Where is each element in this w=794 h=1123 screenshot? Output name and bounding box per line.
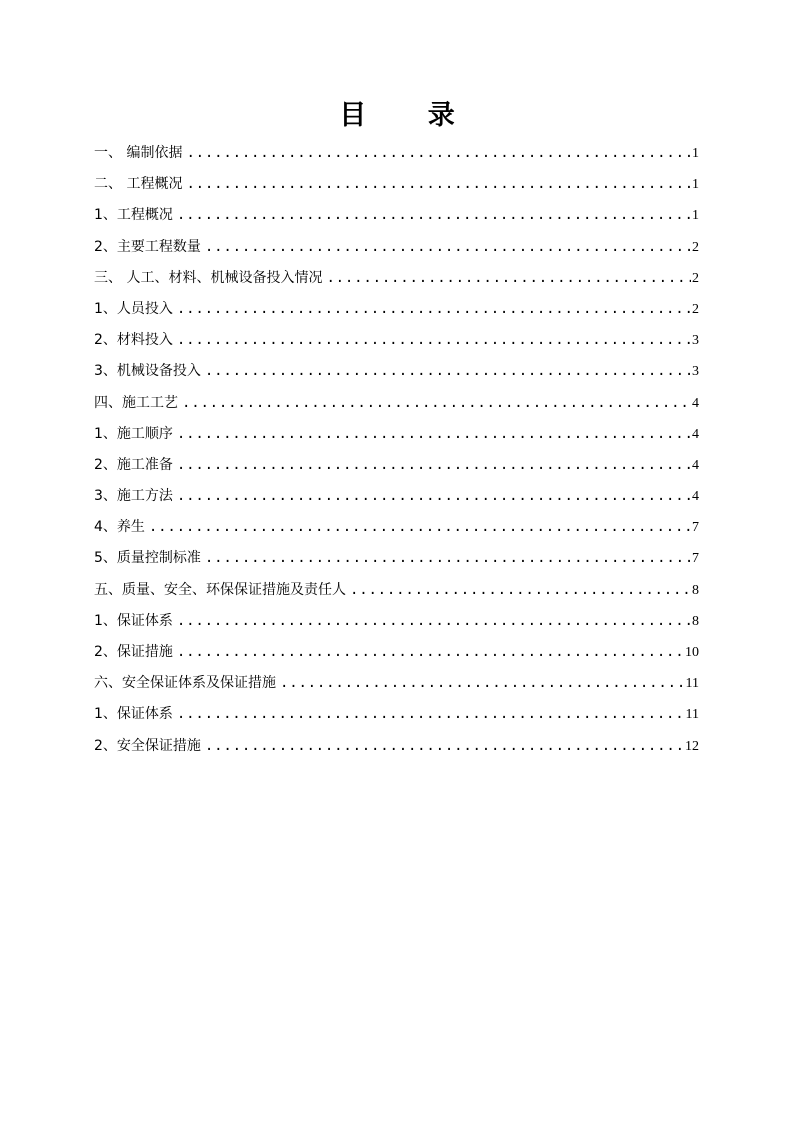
toc-entry[interactable] [94, 325, 699, 356]
toc-entry-page: 7 [692, 551, 699, 567]
toc-entry-label: 二、 工程概况 [94, 176, 183, 193]
toc-entry[interactable] [94, 481, 699, 512]
toc-entry-page: 2 [692, 270, 699, 286]
toc-entry[interactable] [94, 637, 699, 668]
toc-dot-leader [177, 699, 685, 730]
toc-entry[interactable] [94, 699, 699, 730]
toc-dot-leader [205, 543, 691, 574]
toc-dot-leader [177, 606, 691, 637]
toc-dot-leader [205, 731, 684, 762]
toc-dot-leader [186, 138, 691, 169]
toc-entry-page: 11 [685, 676, 699, 692]
toc-dot-leader [177, 200, 691, 231]
toc-entry-page: 4 [692, 489, 699, 505]
toc-entry[interactable] [94, 356, 699, 387]
toc-entry[interactable] [94, 138, 699, 169]
toc-entry[interactable] [94, 731, 699, 762]
toc-entry-label: 1、保证体系 [94, 612, 173, 629]
toc-dot-leader [177, 450, 691, 481]
toc-entry-page: 3 [692, 333, 699, 349]
toc-list [94, 138, 699, 762]
toc-entry-label: 2、安全保证措施 [94, 737, 201, 754]
toc-entry[interactable] [94, 668, 699, 699]
toc-entry-label: 3、机械设备投入 [94, 363, 201, 380]
toc-dot-leader [205, 232, 691, 263]
toc-entry[interactable] [94, 388, 699, 419]
toc-entry-label: 2、保证措施 [94, 644, 173, 660]
toc-dot-leader [186, 169, 691, 200]
toc-entry-page: 2 [692, 239, 699, 255]
toc-entry-page: 3 [692, 364, 699, 380]
toc-entry-page: 1 [692, 208, 699, 224]
toc-dot-leader [177, 294, 691, 325]
toc-dot-leader [280, 668, 685, 699]
toc-entry[interactable] [94, 232, 699, 263]
toc-dot-leader [177, 481, 691, 512]
toc-entry-page: 1 [692, 177, 699, 193]
toc-entry-label: 2、材料投入 [94, 332, 173, 349]
toc-entry-label: 3、施工方法 [94, 488, 173, 505]
toc-entry[interactable] [94, 450, 699, 481]
toc-entry-label: 1、施工顺序 [94, 425, 173, 442]
toc-entry-label: 5、质量控制标准 [94, 550, 201, 567]
toc-entry-page: 2 [692, 301, 699, 317]
toc-dot-leader [177, 419, 691, 450]
toc-entry-page: 1 [692, 146, 699, 161]
toc-entry[interactable] [94, 200, 699, 231]
toc-entry-page: 4 [692, 426, 699, 442]
toc-entry-label: 1、人员投入 [94, 300, 173, 317]
toc-entry-label: 六、安全保证体系及保证措施 [94, 675, 276, 692]
toc-entry[interactable] [94, 169, 699, 200]
toc-entry-page: 8 [692, 613, 699, 629]
toc-entry-label: 2、主要工程数量 [94, 238, 201, 255]
toc-entry-page: 12 [685, 738, 699, 754]
toc-entry-label: 4、养生 [94, 519, 145, 536]
toc-entry-label: 1、工程概况 [94, 207, 173, 224]
toc-entry[interactable] [94, 419, 699, 450]
toc-dot-leader [177, 325, 691, 356]
toc-dot-leader [177, 637, 684, 668]
toc-dot-leader [205, 356, 691, 387]
toc-entry-page: 10 [685, 645, 699, 660]
toc-entry-page: 8 [692, 582, 699, 598]
toc-entry[interactable] [94, 294, 699, 325]
toc-dot-leader [182, 388, 691, 419]
toc-entry[interactable] [94, 606, 699, 637]
toc-dot-leader [149, 512, 691, 543]
toc-entry-label: 三、 人工、材料、机械设备投入情况 [94, 269, 323, 286]
toc-entry-label: 1、保证体系 [94, 706, 173, 723]
toc-entry-label: 一、 编制依据 [94, 145, 183, 161]
toc-entry-page: 4 [692, 395, 699, 411]
toc-entry[interactable] [94, 543, 699, 574]
toc-entry-label: 五、质量、安全、环保保证措施及责任人 [94, 581, 346, 598]
toc-entry[interactable] [94, 263, 699, 294]
toc-entry-label: 2、施工准备 [94, 456, 173, 473]
toc-dot-leader [326, 263, 691, 294]
toc-entry-label: 四、施工工艺 [94, 394, 178, 411]
toc-entry-page: 4 [692, 457, 699, 473]
toc-entry[interactable] [94, 512, 699, 543]
toc-dot-leader [350, 575, 691, 606]
toc-entry-page: 11 [685, 707, 699, 723]
toc-entry-page: 7 [692, 520, 699, 536]
toc-entry[interactable] [94, 575, 699, 606]
toc-title: 目 录 [339, 100, 481, 131]
